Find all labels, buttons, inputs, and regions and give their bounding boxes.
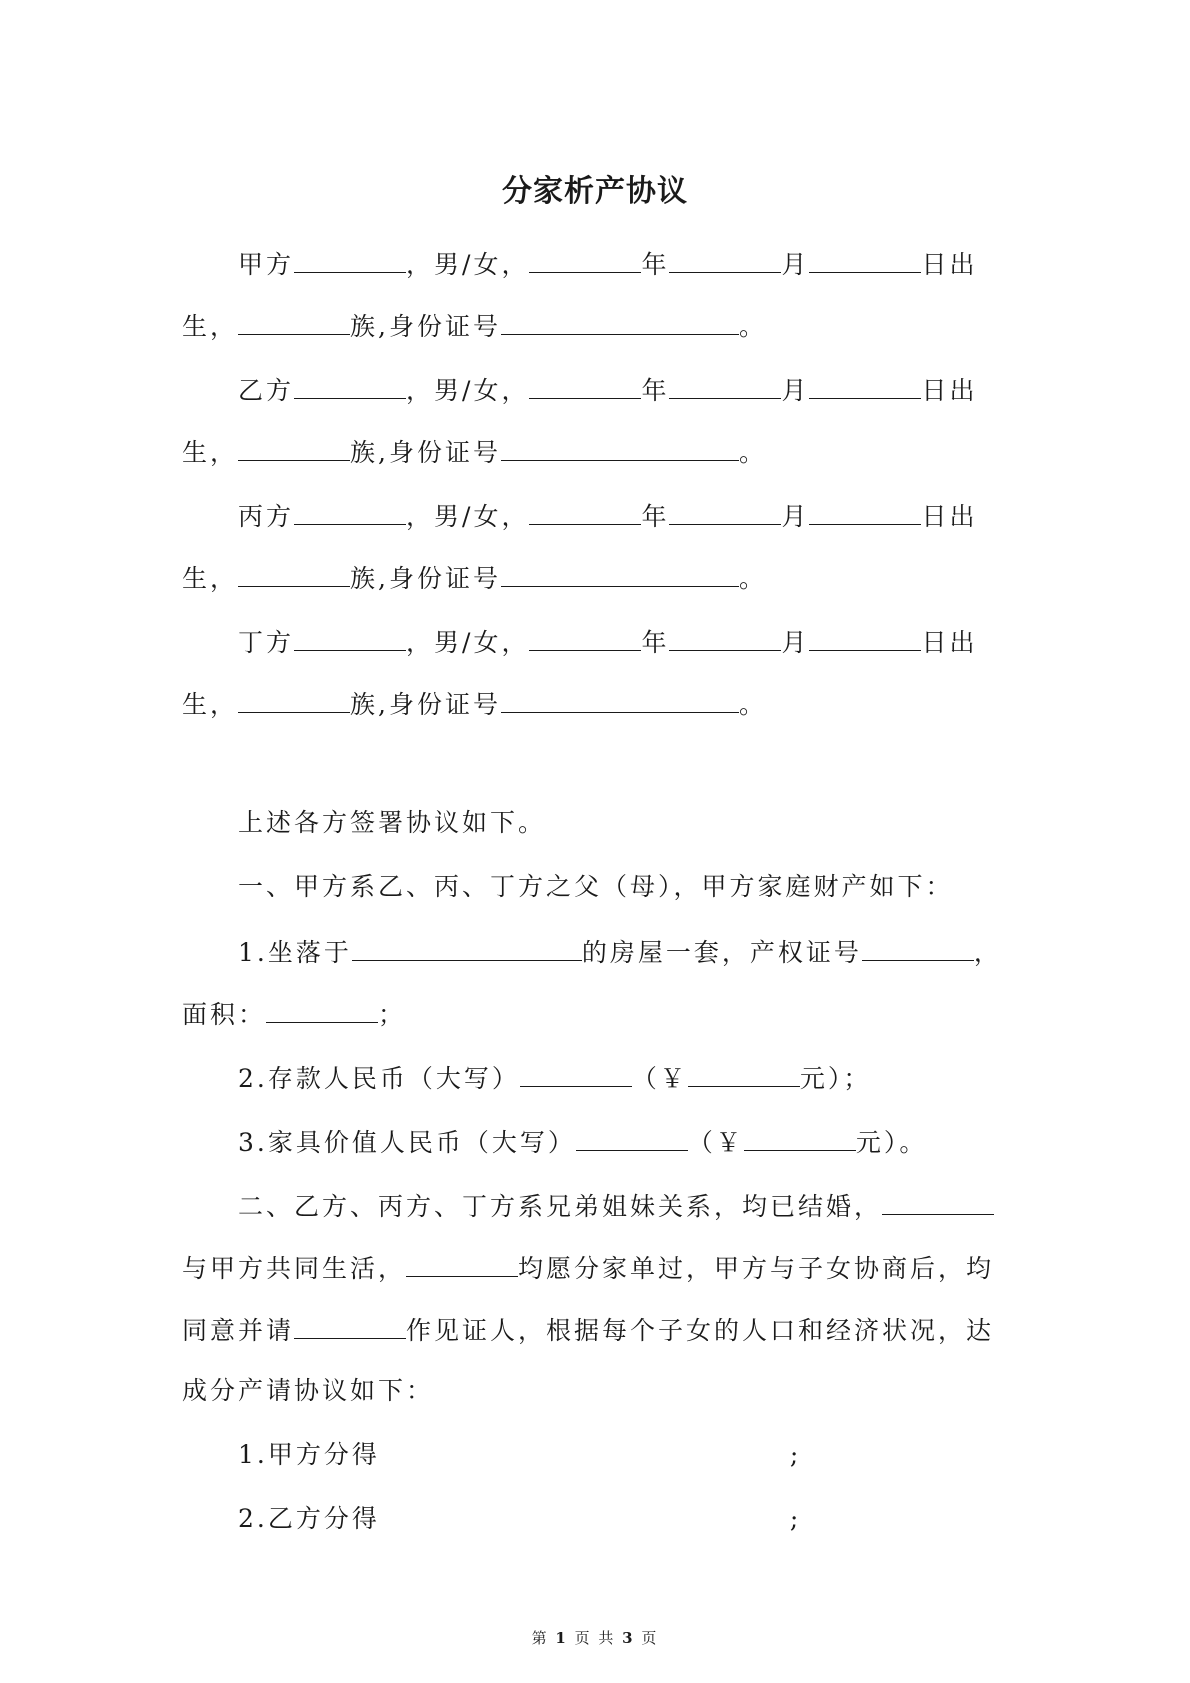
- party-name: 丙方: [238, 502, 295, 531]
- page-total: 3: [622, 1629, 635, 1647]
- gender-label: ，男/女，: [406, 502, 530, 531]
- day-label: 日出: [921, 250, 978, 279]
- semicolon: ;: [789, 1504, 802, 1533]
- deposit-words-blank: [520, 1060, 632, 1087]
- ethnic-blank: [238, 434, 350, 461]
- birth-label: 生，: [182, 312, 239, 341]
- yuan-sign: （￥: [687, 1128, 744, 1157]
- furniture-words-blank: [576, 1124, 688, 1151]
- item-1-line: [238, 934, 1012, 970]
- month-blank: [669, 624, 781, 651]
- day-blank: [809, 246, 921, 273]
- day-label: 日出: [921, 502, 978, 531]
- party-name: 丁方: [238, 628, 295, 657]
- share-1-line: [238, 1438, 1012, 1472]
- day-blank: [809, 372, 921, 399]
- period: 。: [738, 438, 767, 467]
- party-line-4b: [182, 686, 1012, 722]
- id-blank: [501, 308, 739, 335]
- party-line-3: [238, 498, 1012, 534]
- month-blank: [669, 246, 781, 273]
- year-blank: [529, 246, 641, 273]
- birth-label: 生，: [182, 690, 239, 719]
- month-blank: [669, 498, 781, 525]
- yuan-label: 元）；: [799, 1064, 872, 1093]
- name-blank: [294, 498, 406, 525]
- year-blank: [529, 372, 641, 399]
- clause-2-text: 二、乙方、丙方、丁方系兄弟姐妹关系，均已结婚，: [238, 1192, 883, 1221]
- birth-label: 生，: [182, 564, 239, 593]
- gender-label: ，男/女，: [406, 250, 530, 279]
- period: 。: [738, 564, 767, 593]
- id-blank: [501, 434, 739, 461]
- clause-2-text: 同意并请: [182, 1316, 295, 1345]
- share-2-label: 2.乙方分得: [238, 1504, 380, 1533]
- party-line-1b: [182, 308, 1012, 344]
- location-blank: [352, 934, 582, 961]
- yuan-label: 元）。: [855, 1128, 928, 1157]
- clause-2-line-1: [238, 1188, 1012, 1224]
- area-blank: [266, 996, 378, 1023]
- party-line-3b: [182, 560, 1012, 596]
- item-1-text: 的房屋一套，产权证号: [581, 938, 862, 967]
- month-label: 月: [781, 502, 810, 531]
- share-1-label: 1.甲方分得: [238, 1440, 380, 1469]
- item-2-line: [238, 1060, 1012, 1096]
- party-line-4: [238, 624, 1012, 660]
- day-label: 日出: [921, 628, 978, 657]
- separate-blank: [406, 1250, 518, 1277]
- party-name: 乙方: [238, 376, 295, 405]
- ethnic-blank: [238, 686, 350, 713]
- page-number: 1: [555, 1629, 568, 1647]
- clause-2-line-2: [182, 1250, 1012, 1286]
- clause-2-text: 均愿分家单过，甲方与子女协商后，均: [518, 1254, 995, 1283]
- item-1-label: 1.坐落于: [238, 938, 352, 967]
- certificate-blank: [862, 934, 974, 961]
- furniture-amount-blank: [744, 1124, 856, 1151]
- period: 。: [738, 690, 767, 719]
- clause-2-line-3: [182, 1312, 1012, 1348]
- document-title: 分家析产协议: [502, 174, 688, 209]
- id-label: 族,身份证号: [350, 564, 501, 593]
- party-line-2b: [182, 434, 1012, 470]
- month-label: 月: [781, 628, 810, 657]
- gender-label: ，男/女，: [406, 376, 530, 405]
- name-blank: [294, 246, 406, 273]
- id-label: 族,身份证号: [350, 438, 501, 467]
- party-line-1: [238, 246, 1012, 282]
- id-blank: [501, 560, 739, 587]
- witness-blank: [294, 1312, 406, 1339]
- clause-2-text: 与甲方共同生活，: [182, 1254, 407, 1283]
- semicolon: ；: [378, 1000, 407, 1029]
- area-label: 面积：: [182, 1000, 267, 1029]
- intro-line: 上述各方签署协议如下。: [238, 808, 547, 837]
- semicolon: ;: [789, 1440, 802, 1469]
- year-label: 年: [641, 502, 670, 531]
- party-line-2: [238, 372, 1012, 408]
- item-2-label: 2.存款人民币（大写）: [238, 1064, 520, 1093]
- year-blank: [529, 498, 641, 525]
- page-footer: 第 1 页 共 3 页: [531, 1629, 659, 1647]
- name-blank: [294, 372, 406, 399]
- birth-label: 生，: [182, 438, 239, 467]
- item-3-line: [238, 1124, 1012, 1160]
- id-label: 族,身份证号: [350, 690, 501, 719]
- name-blank: [294, 624, 406, 651]
- clause-1: 一、甲方系乙、丙、丁方之父（母），甲方家庭财产如下：: [238, 872, 954, 901]
- party-name: 甲方: [238, 250, 295, 279]
- item-3-label: 3.家具价值人民币（大写）: [238, 1128, 576, 1157]
- share-2-line: [238, 1502, 1012, 1536]
- id-blank: [501, 686, 739, 713]
- cohabit-blank: [882, 1188, 994, 1215]
- deposit-amount-blank: [688, 1060, 800, 1087]
- day-label: 日出: [921, 376, 978, 405]
- day-blank: [809, 498, 921, 525]
- year-label: 年: [641, 628, 670, 657]
- month-label: 月: [781, 376, 810, 405]
- month-label: 月: [781, 250, 810, 279]
- item-1-area-line: [182, 996, 1012, 1032]
- clause-2-text: 作见证人，根据每个子女的人口和经济状况，达: [406, 1316, 995, 1345]
- ethnic-blank: [238, 308, 350, 335]
- ethnic-blank: [238, 560, 350, 587]
- period: 。: [738, 312, 767, 341]
- yuan-sign: （￥: [631, 1064, 688, 1093]
- day-blank: [809, 624, 921, 651]
- comma: ，: [973, 938, 1002, 967]
- year-blank: [529, 624, 641, 651]
- id-label: 族,身份证号: [350, 312, 501, 341]
- year-label: 年: [641, 250, 670, 279]
- month-blank: [669, 372, 781, 399]
- clause-2-line-4: 成分产请协议如下：: [182, 1376, 435, 1405]
- gender-label: ，男/女，: [406, 628, 530, 657]
- year-label: 年: [641, 376, 670, 405]
